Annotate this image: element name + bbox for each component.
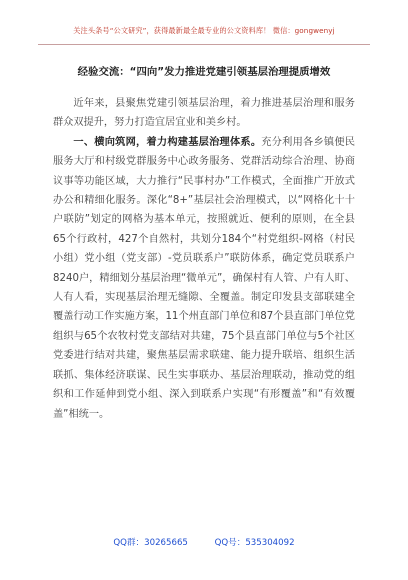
document-body bbox=[53, 94, 355, 424]
footer-contact bbox=[0, 536, 408, 548]
section-one-paragraph bbox=[53, 133, 355, 424]
intro-paragraph bbox=[53, 94, 355, 133]
section-one-heading: 一、横向筑网，着力构建基层治理体系。 bbox=[73, 136, 262, 148]
footer-qq-number: QQ号：535304092 bbox=[214, 538, 295, 548]
intro-paragraph-text: 近年来，县聚焦党建引领基层治理，着力推进基层治理和服务群众双提升，努力打造宜居宜业和美乡村。 bbox=[53, 98, 355, 129]
header-promo-note: 关注头条号“公文研究”，获得最新最全最专业的公文资料库！ 微信：gongwenyj bbox=[73, 26, 335, 35]
footer-qq-group: QQ群：30265665 bbox=[113, 538, 188, 548]
header-divider bbox=[38, 44, 370, 45]
section-one-text: 充分利用各乡镇便民服务大厅和村级党群服务中心政务服务、党群活动综合治理、协商议事等功能区域，大力推行“民事村办”工作模式，全面推广开放式办公和精细化服务。深化“8+”基层社会治理模式，以“网格化十十户联防”划定的网格为基本单元，按照就近、便利的原则，在全县65个行政村，427个自然村，共划分184个“村党组织-网格（村民小组）党小组（党支部）-党员联系户”联防体系，确定党员联系户8240户，精细划分基层治理“微单元”，确保村有人管、户有人盯、人有人看，实现基层治理无缝隙、全覆盖。制定印发县支部联建全覆盖行动工作实施方案，11个州直部门单位和87个县直部门单位党组织与65个农牧村党支部结对共建，75个县直部门单位与5个社区党委进行结对共建，聚焦基层需求联建、能力提升联培、组织生活联抓、集体经济联谋、民生实事联办、基层治理联动，推动党的组织和工作延伸到党小组、深入到联系户实现“有形覆盖”和“有效覆盖”相统一。 bbox=[53, 136, 355, 420]
document-title: 经验交流：“四向”发力推进党建引领基层治理提质增效 bbox=[77, 66, 331, 78]
